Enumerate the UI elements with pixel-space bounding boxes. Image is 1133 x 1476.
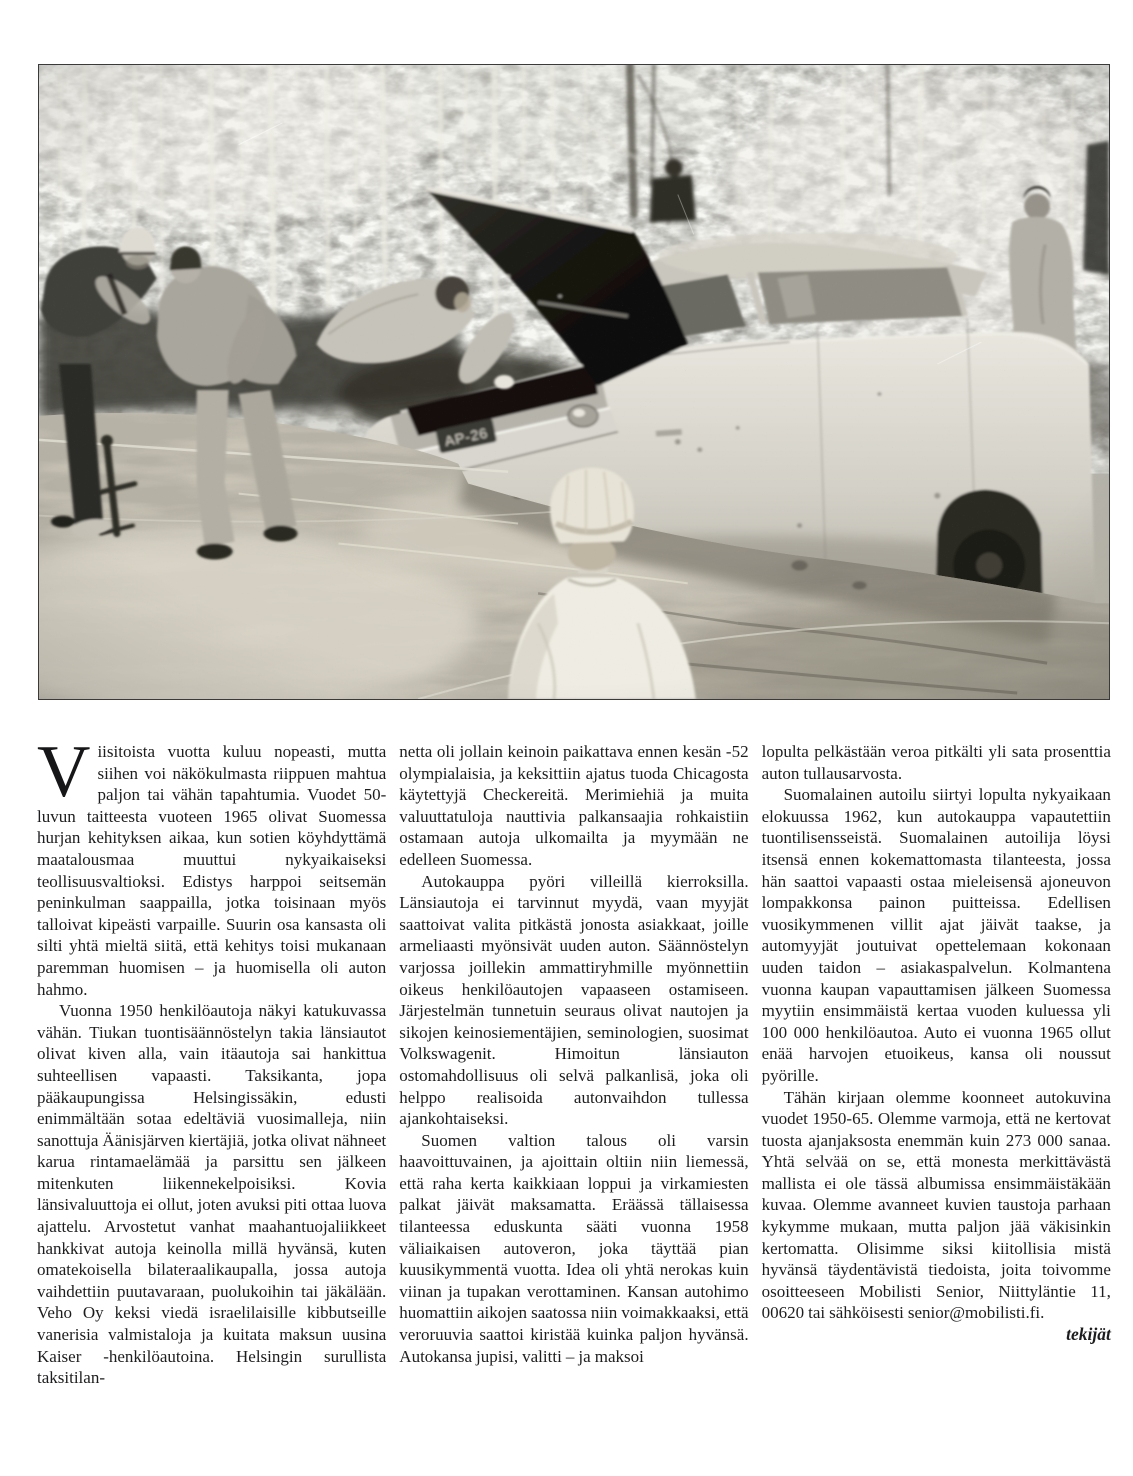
- paragraph: [399, 871, 748, 1130]
- paragraph: [399, 741, 748, 871]
- photo-illustration: [39, 65, 1109, 699]
- paragraph: [37, 731, 387, 1000]
- paragraph-text: Suomen valtion talous oli varsin haavoittuvainen, ja ajoittain oltiin niin liemessä, että raha kerta kaikkiaan loppui ja virkamiesten palkat jäivät maksamatta. Eräässä tällaisessa tilanteessa eduskunta sääti vuonna 1958 väliaikaisen autoveron, joka täyttää pian kuusikymmentä vuotta. Idea oli yhtä nerokas kuin viinan ja tupakan verottaminen. Kansan autohimo huomattiin aikojen saatossa niin voimakkaaksi, että veroruuvia saattoi kiristää kuinka paljon hyvänsä. Autokansa jupisi, valitti – ja maksoi: [399, 1130, 749, 1366]
- paragraph-text: netta oli jollain keinoin paikattava ennen kesän -52 olympialaisia, ja keksittiin ajatus tuoda Chicagosta käytettyjä Checkereitä. Merimiehiä ja muita valuuttatuloja nauttivia palkansaajia rohkaistiin ostamaan autoja ulkomailta ja myymään ne edelleen Suomessa.: [399, 742, 749, 869]
- paragraph: [399, 1130, 748, 1368]
- paragraph-text: iisitoista vuotta kuluu nopeasti, mutta siihen voi näkökulmasta riippuen mahtua paljon tai vähän tapahtumia. Vuodet 50-luvun taitteesta vuoteen 1965 olivat Suomessa hurjan kehityksen aikaa, kun sotien köyhdyttämä maatalousmaa muuttui nykyaikaiseksi teollisuusvaltioksi. Edistys harppoi seitsemän peninkulman saappailla, jotka toisinaan myös talloivat kipeästi varpaille. Suurin osa kansasta oli silti yhtä mieltä siitä, että kehitys toisi mukanaan paremman huomisen – ja huomisella oli auton hahmo.: [37, 742, 387, 999]
- paragraph-text: Suomalainen autoilu siirtyi lopulta nykyaikaan elokuussa 1962, kun autokauppa vapautettiin tuontilisensseistä. Suomalainen autoilija löysi itsensä ennen kokemattomasta tilanteesta, jossa hän saattoi vapaasti ostaa mieleisensä ajoneuvon lompakkonsa painon puitteissa. Edellisen vuosikymmenen villit ajat jäivät taakse, ja automyyjät joutuivat opettelemaan kokonaan uuden taidon – asiakaspalvelun. Kolmantena vuonna kaupan vapauttamisen jälkeen Suomessa myytiin ensimmäistä kertaa vuoden kuluessa yli 100 000 henkilöautoa. Auto ei vuonna 1965 ollut enää harvojen etuoikeus, kansa oli noussut pyörille.: [761, 785, 1111, 1085]
- authors-signature: tekijät: [1066, 1324, 1111, 1345]
- paragraph-text: Vuonna 1950 henkilöautoja näkyi katukuvassa vähän. Tiukan tuontisäännöstelyn takia länsiautot olivat kiven alla, vain itäautoja sai hankittua suhteellisen vapaasti. Taksikanta, jopa pääkaupungissa Helsingissäkin, edusti enimmältään sotaa edeltäviä vuosimalleja, niin sanottuja Äänisjärven kiertäjiä, jotka olivat nähneet karua rintamaelämää ja parsittu sen jälkeen mitenkuten liikennekelpoisiksi. Kovia länsivaluuttoja ei ollut, joten avuksi piti ottaa luova ajattelu. Arvostetut vanhat maahantuojaliikkeet hankkivat autoja keinolla millä hyvänsä, kuten omatekoisella bilateraalikaupalla, jossa autoja vaihdettiin puutavaraan, puolukoihin tai jäkälään. Veho Oy keksi viedä israelilaisille kibbutseille vanerisia valmistaloja ja kuitata maksun uusina Kaiser -henkilöautoina. Helsingin surullista taksitilan-: [37, 1001, 387, 1388]
- text-column-3: [762, 741, 1111, 1389]
- paragraph-text: Tähän kirjaan olemme koonneet autokuvina vuodet 1950-65. Olemme varmoja, että ne kertovat tuosta ajanjaksosta enemmän kuin 273 000 sanaa. Yhtä selvää on se, että monesta merkittävästä mallista ei ole tässä albumissa ensimmäistäkään kuvaa. Olemme avanneet kuvien taustoja parhaan kykymme mukaan, mutta paljon jää väkisinkin kertomatta. Olisimme siksi kiitollisia mistä hyvänsä täydentävistä tiedoista, joita toivomme osoitteeseen Mobilisti Senior, Niittyläntie 11, 00620 tai sähköisesti senior@mobilisti.fi.: [761, 1087, 1111, 1323]
- article-body: [37, 731, 1111, 1389]
- paragraph: [762, 741, 1111, 784]
- drop-cap: V: [37, 731, 91, 813]
- paragraph: [762, 784, 1111, 1086]
- article-photo: [38, 64, 1110, 700]
- text-column-2: [399, 741, 748, 1389]
- text-column-1: [37, 731, 387, 1389]
- paragraph: [37, 1000, 386, 1389]
- paragraph: [762, 1087, 1111, 1325]
- film-grain: [39, 65, 1109, 699]
- paragraph-text: Autokauppa pyöri villeillä kierroksilla. Länsiautoja ei tarvinnut myydä, vaan myyjät saattoivat valita pitkästä jonosta asiakkaat, joille armeliaasti myönsivät uuden auton. Säännöstelyn varjossa joillekin ammattiryhmille myönnettiin oikeus henkilöautojen vapaaseen ostamiseen. Järjestelmän tunnetuin seuraus olivat nautojen ja sikojen keinosiementäjien, seminologien, suosimat Volkswagenit. Himoitun länsiauton ostomahdollisuus oli selvä palkanlisä, joka oli helppo realisoida autonvaihdon tullessa ajankohtaiseksi.: [399, 871, 749, 1129]
- paragraph-text: lopulta pelkästään veroa pitkälti yli sata prosenttia auton tullausarvosta.: [761, 742, 1111, 783]
